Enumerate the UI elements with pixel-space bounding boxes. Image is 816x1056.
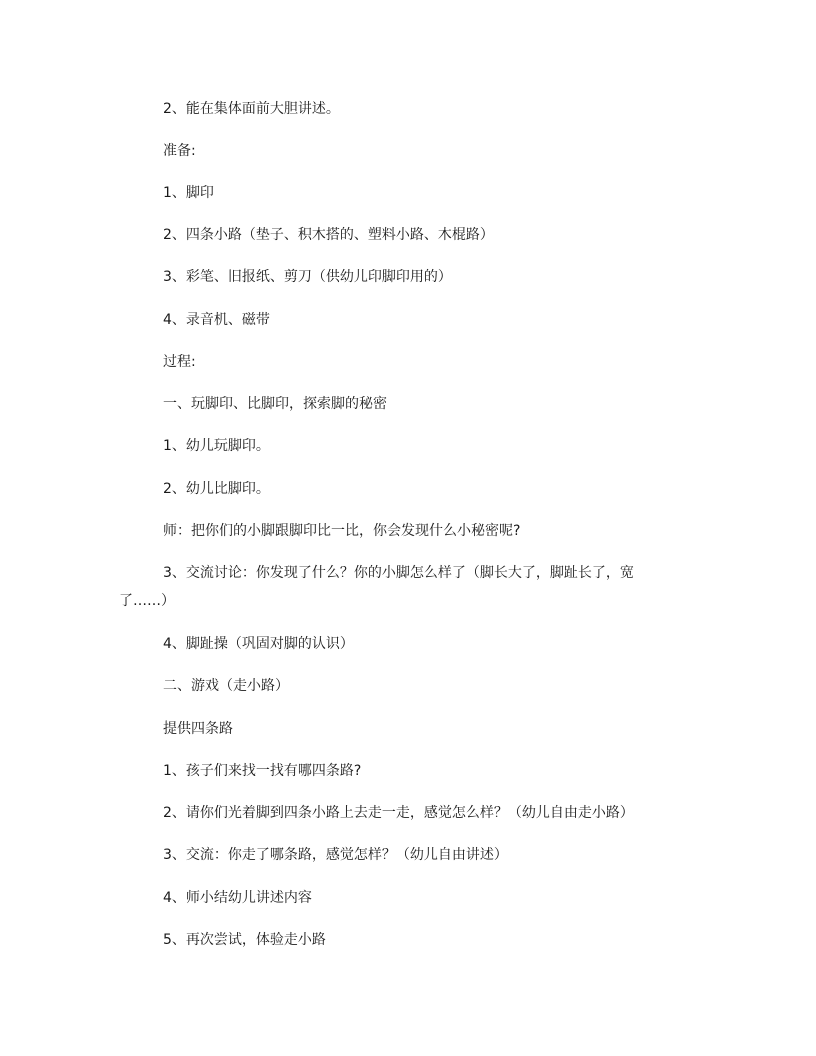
process-step-2: 2、幼儿比脚印。 <box>163 481 270 497</box>
process-part-2-heading: 二、游戏（走小路） <box>163 678 289 694</box>
game-step-2: 2、请你们光着脚到四条小路上去走一走，感觉怎么样？（幼儿自由走小路） <box>163 805 634 821</box>
process-part-1-heading: 一、玩脚印、比脚印，探索脚的秘密 <box>163 396 387 412</box>
game-step-1: 1、孩子们来找一找有哪四条路? <box>163 763 362 779</box>
provide-four-paths: 提供四条路 <box>163 721 233 737</box>
process-step-3: 3、交流讨论：你发现了什么？你的小脚怎么样了（脚长大了，脚趾长了，宽了……） <box>119 565 634 609</box>
prep-item-4: 4、录音机、磁带 <box>163 312 270 328</box>
prep-item-1: 1、脚印 <box>163 185 214 201</box>
game-step-4: 4、师小结幼儿讲述内容 <box>163 890 312 906</box>
process-step-1: 1、幼儿玩脚印。 <box>163 438 270 454</box>
game-step-5: 5、再次尝试，体验走小路 <box>163 932 326 948</box>
prep-item-2: 2、四条小路（垫子、积木搭的、塑料小路、木棍路） <box>163 227 494 243</box>
section-heading-preparation: 准备: <box>163 143 196 159</box>
game-step-3: 3、交流：你走了哪条路，感觉怎样？（幼儿自由讲述） <box>163 847 508 863</box>
teacher-question: 师：把你们的小脚跟脚印比一比，你会发现什么小秘密呢? <box>163 523 521 539</box>
section-heading-process: 过程: <box>163 354 196 370</box>
goal-line-2: 2、能在集体面前大胆讲述。 <box>163 101 340 117</box>
prep-item-3: 3、彩笔、旧报纸、剪刀（供幼儿印脚印用的） <box>163 269 452 285</box>
process-step-4: 4、脚趾操（巩固对脚的认识） <box>163 636 354 652</box>
